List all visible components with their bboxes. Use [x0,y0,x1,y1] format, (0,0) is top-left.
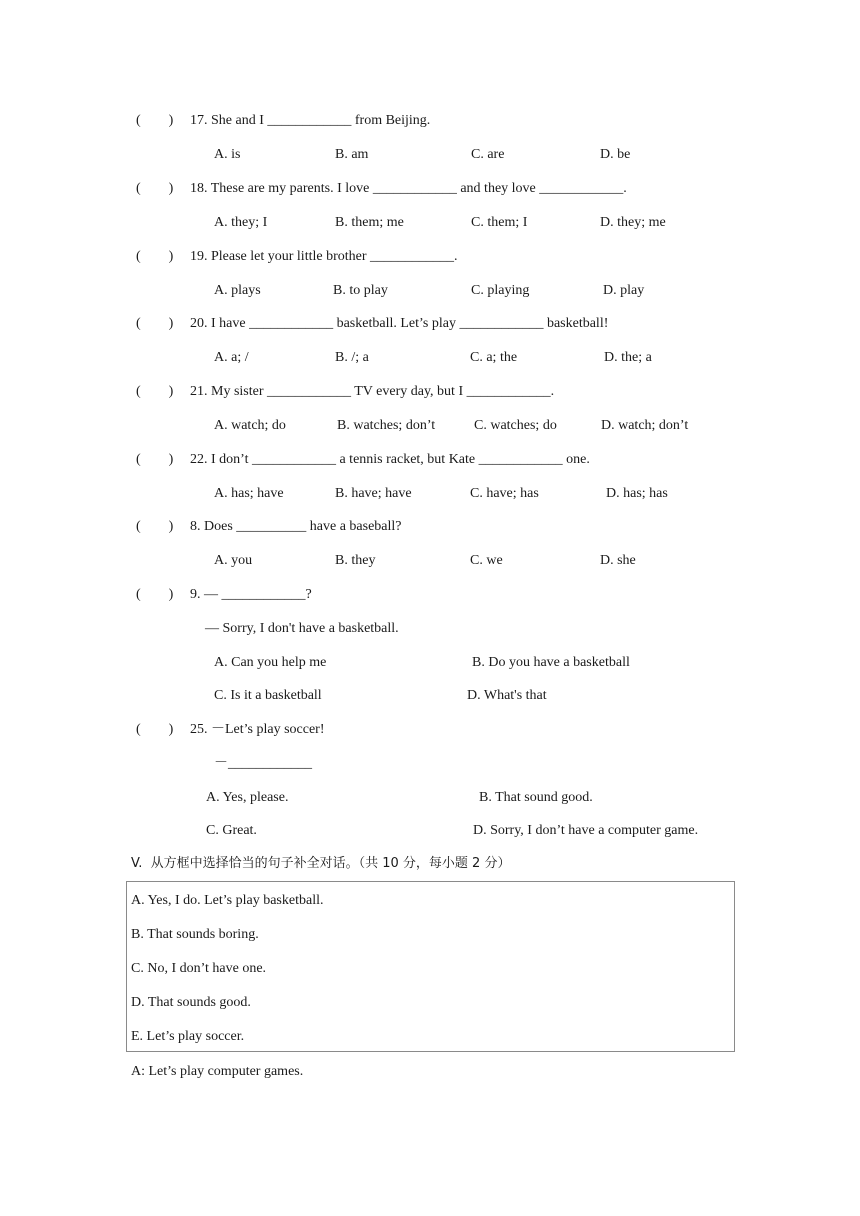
question-stem: 21. My sister ____________ TV every day, but I ____________. [190,384,555,399]
question-stem: 19. Please let your little brother ____________. [190,249,458,264]
options-box [126,881,735,1052]
section-title: V. 从方框中选择恰当的句子补全对话。（共 10 分，每小题 2 分） [131,856,511,871]
option-a: A. watch; do [214,418,286,433]
option-c: C. a; the [470,350,518,365]
option-b: B. them; me [335,215,404,230]
box-option-c: C. No, I don’t have one. [131,961,267,976]
option-a: A. is [214,147,241,162]
answer-blank[interactable]: ( ) [136,113,174,128]
option-c: C. Great. [206,823,257,838]
option-a: A. you [214,553,253,568]
option-a: A. Can you help me [214,655,327,670]
option-c: C. are [471,147,505,162]
option-a: A. has; have [214,486,284,501]
answer-blank[interactable]: ( ) [136,316,174,331]
option-d: D. What's that [467,688,547,703]
option-c: C. Is it a basketball [214,688,322,703]
option-b: B. That sound good. [479,790,593,805]
answer-blank[interactable]: ( ) [136,181,174,196]
option-d: D. the; a [604,350,652,365]
dialogue-reply: －____________ [214,756,312,771]
box-option-e: E. Let’s play soccer. [131,1029,245,1044]
answer-blank[interactable]: ( ) [136,587,174,602]
answer-blank[interactable]: ( ) [136,249,174,264]
option-b: B. Do you have a basketball [472,655,630,670]
option-c: C. them; I [471,215,528,230]
option-b: B. to play [333,283,388,298]
question-stem: 25. －Let’s play soccer! [190,722,325,737]
question-stem: 18. These are my parents. I love ____________ and they love ____________. [190,181,627,196]
answer-blank[interactable]: ( ) [136,519,174,534]
option-d: D. be [600,147,631,162]
option-a: A. they; I [214,215,268,230]
option-a: A. a; / [214,350,249,365]
answer-blank[interactable]: ( ) [136,384,174,399]
dialogue-line: A: Let’s play computer games. [131,1064,304,1079]
option-b: B. watches; don’t [337,418,436,433]
option-b: B. they [335,553,376,568]
option-c: C. watches; do [474,418,557,433]
question-stem: 20. I have ____________ basketball. Let’s play ____________ basketball! [190,316,609,331]
option-c: C. have; has [470,486,539,501]
box-option-b: B. That sounds boring. [131,927,259,942]
answer-blank[interactable]: ( ) [136,452,174,467]
option-d: D. she [600,553,636,568]
option-b: B. have; have [335,486,412,501]
option-a: A. Yes, please. [206,790,289,805]
option-a: A. plays [214,283,261,298]
option-c: C. we [470,553,503,568]
option-c: C. playing [471,283,530,298]
option-b: B. am [335,147,369,162]
answer-blank[interactable]: ( ) [136,722,174,737]
question-stem: 17. She and I ____________ from Beijing. [190,113,431,128]
option-d: D. Sorry, I don’t have a computer game. [473,823,699,838]
option-d: D. has; has [606,486,668,501]
option-d: D. watch; don’t [601,418,689,433]
box-option-a: A. Yes, I do. Let’s play basketball. [131,893,324,908]
question-stem: 9. — ____________? [190,587,312,602]
option-d: D. play [603,283,645,298]
option-d: D. they; me [600,215,666,230]
question-stem: 8. Does __________ have a baseball? [190,519,402,534]
dialogue-reply: — Sorry, I don't have a basketball. [205,621,399,636]
box-option-d: D. That sounds good. [131,995,251,1010]
question-stem: 22. I don’t ____________ a tennis racket, but Kate ____________ one. [190,452,590,467]
option-b: B. /; a [335,350,369,365]
